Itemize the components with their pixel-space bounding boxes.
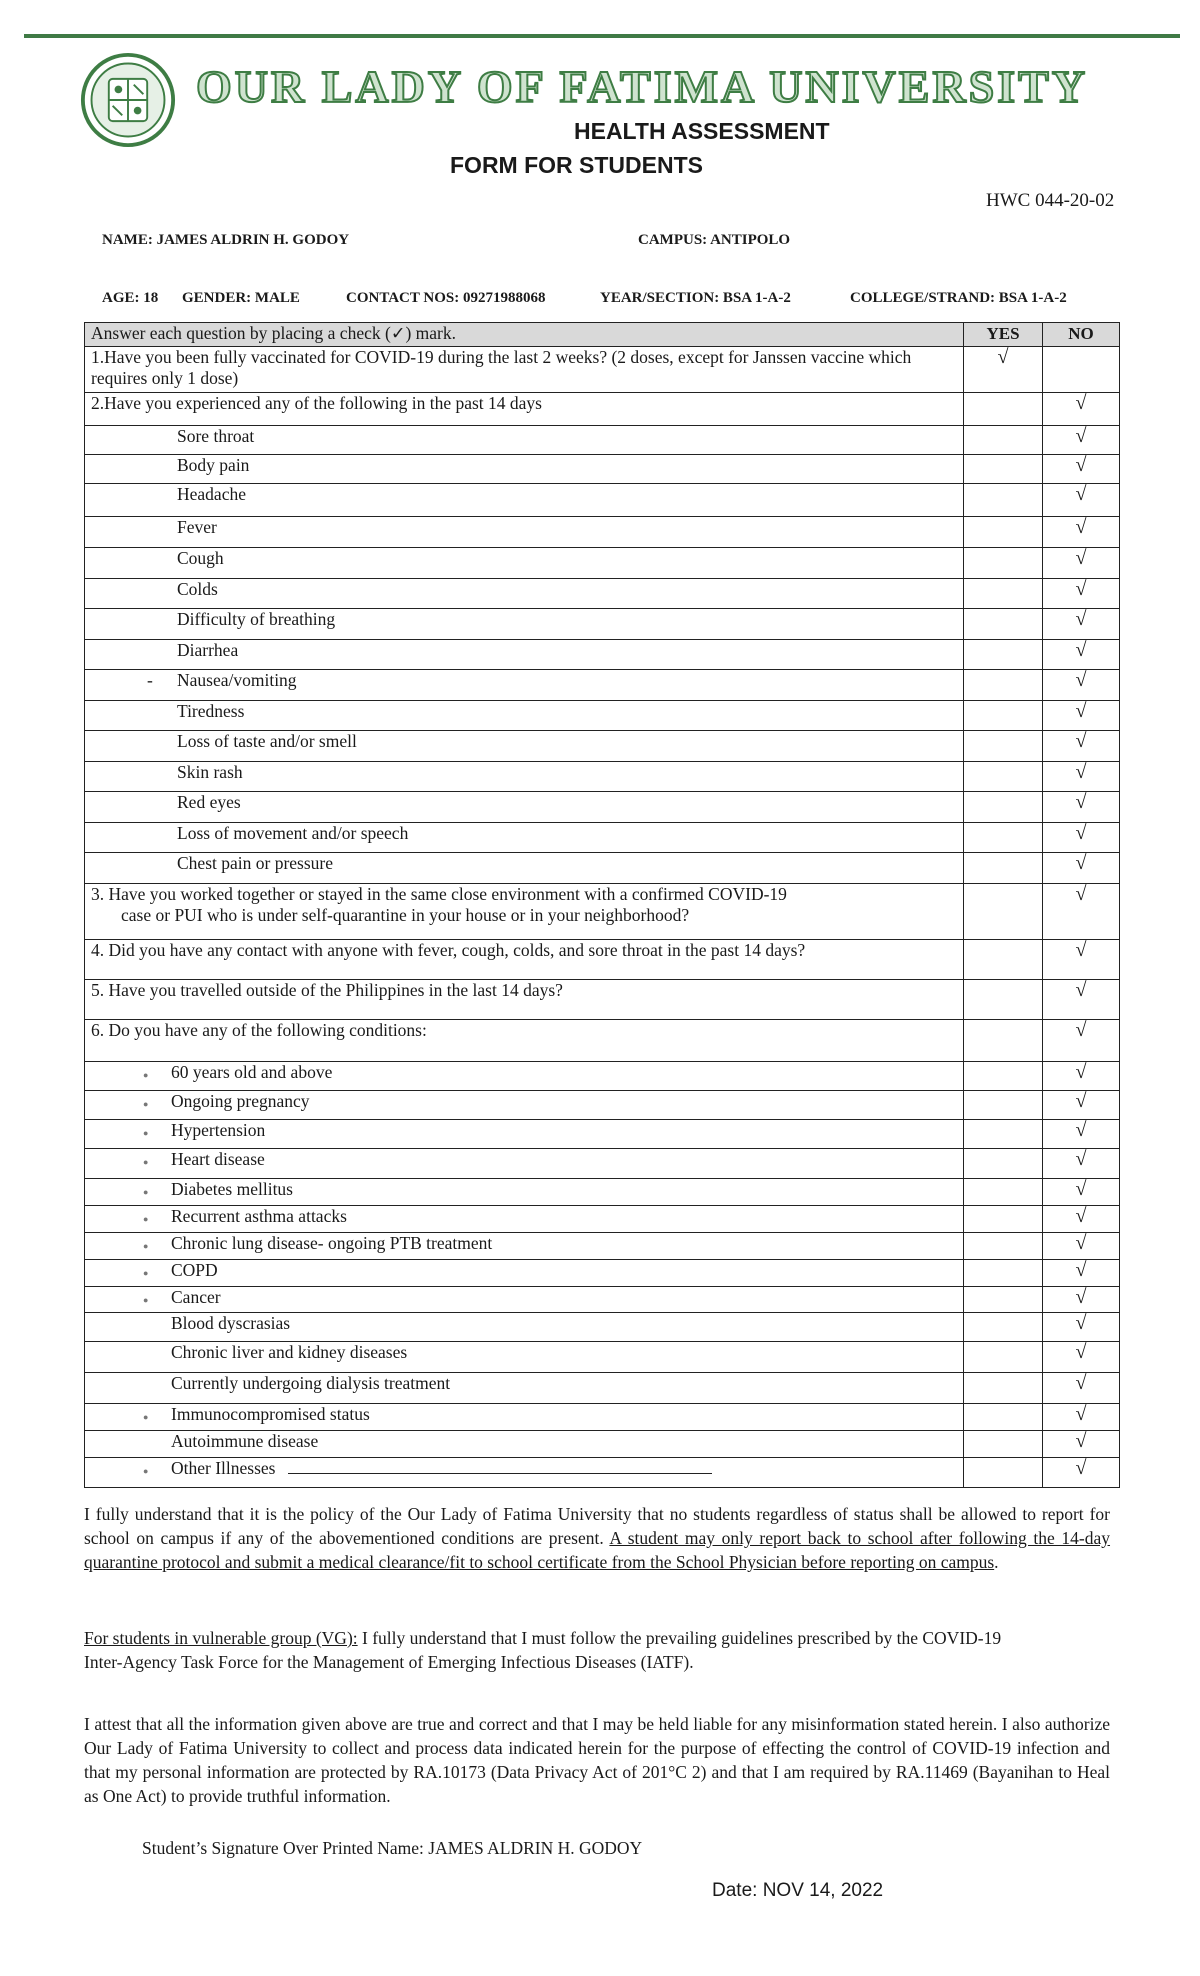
symptom-label: Chest pain or pressure <box>177 853 334 873</box>
condition-label-cell <box>85 1431 964 1458</box>
condition-no-check[interactable]: √ <box>1043 1431 1120 1458</box>
symptom-label-cell <box>85 484 964 517</box>
student-campus: CAMPUS: ANTIPOLO <box>638 232 791 248</box>
condition-yes-box[interactable] <box>964 1404 1043 1431</box>
condition-row <box>85 1458 1120 1488</box>
condition-row <box>85 1179 1120 1206</box>
condition-row <box>85 1233 1120 1260</box>
symptom-label-cell <box>85 670 964 701</box>
condition-no-check[interactable]: √ <box>1043 1206 1120 1233</box>
condition-label: Cancer <box>171 1287 221 1307</box>
symptom-label: Skin rash <box>177 762 243 782</box>
student-college-strand: COLLEGE/STRAND: BSA 1-A-2 <box>850 290 1067 306</box>
symptom-label: Tiredness <box>177 701 245 721</box>
condition-label-cell <box>85 1404 964 1431</box>
condition-label-cell <box>85 1206 964 1233</box>
condition-label: Autoimmune disease <box>171 1431 319 1451</box>
condition-no-check[interactable]: √ <box>1043 1062 1120 1091</box>
symptom-label: Colds <box>177 579 218 599</box>
question-5-yes-box[interactable] <box>964 980 1043 1020</box>
signature-date: Date: NOV 14, 2022 <box>712 1880 884 1901</box>
symptom-label-cell <box>85 762 964 792</box>
condition-label-cell <box>85 1062 964 1091</box>
condition-label-cell <box>85 1260 964 1287</box>
symptom-label-cell <box>85 640 964 670</box>
symptom-label: Sore throat <box>177 426 255 446</box>
symptom-row <box>85 762 1120 792</box>
instruction-cell: Answer each question by placing a check (✓) mark. <box>85 323 964 347</box>
university-seal-icon <box>80 52 176 148</box>
condition-label: Heart disease <box>171 1149 265 1169</box>
symptom-row <box>85 853 1120 884</box>
bullet-icon: ● <box>143 1187 149 1197</box>
condition-yes-box[interactable] <box>964 1431 1043 1458</box>
question-3-row <box>85 884 1120 940</box>
condition-yes-box[interactable] <box>964 1120 1043 1149</box>
symptom-yes-box[interactable] <box>964 823 1043 853</box>
no-column-header: NO <box>1043 323 1120 347</box>
symptom-no-check[interactable]: √ <box>1043 762 1120 792</box>
bullet-icon: ● <box>143 1157 149 1167</box>
condition-no-check[interactable]: √ <box>1043 1233 1120 1260</box>
symptom-row <box>85 579 1120 609</box>
bullet-icon: ● <box>143 1070 149 1080</box>
symptom-yes-box[interactable] <box>964 640 1043 670</box>
condition-row <box>85 1062 1120 1091</box>
symptom-label-cell <box>85 548 964 579</box>
bullet-icon: ● <box>143 1241 149 1251</box>
university-name: OUR LADY OF FATIMA UNIVERSITY <box>196 61 1089 112</box>
symptom-no-check[interactable]: √ <box>1043 609 1120 640</box>
condition-label: Diabetes mellitus <box>171 1179 293 1199</box>
symptom-label-cell <box>85 455 964 484</box>
other-illnesses-blank-line[interactable] <box>288 1459 712 1474</box>
condition-yes-box[interactable] <box>964 1233 1043 1260</box>
condition-no-check[interactable]: √ <box>1043 1287 1120 1313</box>
bullet-icon: ● <box>143 1412 149 1422</box>
condition-row <box>85 1431 1120 1458</box>
question-4-no-check[interactable]: √ <box>1043 940 1120 980</box>
condition-label-cell <box>85 1120 964 1149</box>
question-1-yes-check[interactable]: √ <box>964 347 1043 393</box>
question-1-no-box[interactable] <box>1043 347 1120 393</box>
symptom-no-check[interactable]: √ <box>1043 548 1120 579</box>
symptom-label: Difficulty of breathing <box>177 609 336 629</box>
symptom-row <box>85 640 1120 670</box>
question-1-row <box>85 347 1120 393</box>
condition-yes-box[interactable] <box>964 1149 1043 1179</box>
student-contact: CONTACT NOS: 09271988068 <box>346 290 546 306</box>
condition-label: Immunocompromised status <box>171 1404 370 1424</box>
symptom-label-cell <box>85 579 964 609</box>
condition-row <box>85 1373 1120 1404</box>
symptom-no-check[interactable]: √ <box>1043 823 1120 853</box>
symptom-label-cell <box>85 609 964 640</box>
health-questionnaire-table <box>84 322 1120 1488</box>
condition-no-check[interactable]: √ <box>1043 1091 1120 1120</box>
condition-label-cell <box>85 1179 964 1206</box>
condition-row <box>85 1287 1120 1313</box>
symptom-label: Red eyes <box>177 792 241 812</box>
symptom-label: Nausea/vomiting <box>177 670 297 690</box>
question-6-no-check[interactable]: √ <box>1043 1020 1120 1062</box>
symptom-label: Headache <box>177 484 246 504</box>
question-3-line2: case or PUI who is under self-quarantine in your house or in your neighborhood? <box>121 905 690 925</box>
condition-no-check[interactable]: √ <box>1043 1342 1120 1373</box>
symptom-label-cell <box>85 517 964 548</box>
question-6-row <box>85 1020 1120 1062</box>
condition-no-check[interactable]: √ <box>1043 1179 1120 1206</box>
condition-label: Chronic lung disease- ongoing PTB treatment <box>171 1233 493 1253</box>
question-5-row <box>85 980 1120 1020</box>
condition-row <box>85 1149 1120 1179</box>
symptom-label: Diarrhea <box>177 640 239 660</box>
symptom-label: Loss of movement and/or speech <box>177 823 409 843</box>
symptom-no-check[interactable]: √ <box>1043 853 1120 884</box>
policy-1-end: . <box>994 1552 999 1572</box>
symptom-yes-box[interactable] <box>964 579 1043 609</box>
condition-yes-box[interactable] <box>964 1287 1043 1313</box>
condition-label: Hypertension <box>171 1120 266 1140</box>
symptom-label-cell <box>85 701 964 731</box>
policy-2-plain: I fully understand that I must follow the prevailing guidelines prescribed by the COVID-19 <box>357 1628 1002 1648</box>
policy-paragraph-1 <box>84 1502 1110 1574</box>
question-5-no-check[interactable]: √ <box>1043 980 1120 1020</box>
condition-label-cell <box>85 1373 964 1404</box>
symptom-yes-box[interactable] <box>964 484 1043 517</box>
symptom-label: Fever <box>177 517 217 537</box>
question-3-line1: 3. Have you worked together or stayed in the same close environment with a confirmed COVID-19 <box>91 884 787 904</box>
policy-2-line2: Inter-Agency Task Force for the Management of Emerging Infectious Diseases (IATF). <box>84 1652 694 1672</box>
condition-yes-box[interactable] <box>964 1091 1043 1120</box>
condition-row <box>85 1260 1120 1287</box>
symptom-dash: - <box>147 670 153 690</box>
condition-row <box>85 1206 1120 1233</box>
symptom-yes-box[interactable] <box>964 701 1043 731</box>
symptom-label-cell <box>85 426 964 455</box>
symptom-no-check[interactable]: √ <box>1043 640 1120 670</box>
question-4-row <box>85 940 1120 980</box>
question-2-text: 2.Have you experienced any of the following in the past 14 days <box>85 393 964 426</box>
symptom-row <box>85 792 1120 823</box>
symptom-rows <box>85 426 1120 884</box>
policy-2-underlined: For students in vulnerable group (VG): <box>84 1628 358 1648</box>
condition-label-cell <box>85 1233 964 1260</box>
condition-label-cell <box>85 1313 964 1342</box>
symptom-row <box>85 609 1120 640</box>
policy-paragraph-2 <box>84 1626 1110 1674</box>
condition-row <box>85 1313 1120 1342</box>
condition-label-cell <box>85 1149 964 1179</box>
symptom-no-check[interactable]: √ <box>1043 455 1120 484</box>
question-4-text: 4. Did you have any contact with anyone with fever, cough, colds, and sore throat in the past 14 days? <box>85 940 964 980</box>
question-4-yes-box[interactable] <box>964 940 1043 980</box>
symptom-row <box>85 670 1120 701</box>
condition-no-check[interactable]: √ <box>1043 1313 1120 1342</box>
symptom-no-check[interactable]: √ <box>1043 792 1120 823</box>
condition-label-cell <box>85 1342 964 1373</box>
condition-yes-box[interactable] <box>964 1458 1043 1488</box>
form-code: HWC 044-20-02 <box>986 190 1115 211</box>
condition-no-check[interactable]: √ <box>1043 1120 1120 1149</box>
symptom-label: Loss of taste and/or smell <box>177 731 357 751</box>
bullet-icon: ● <box>143 1466 149 1476</box>
table-header-row <box>85 323 1120 347</box>
symptom-label: Body pain <box>177 455 250 475</box>
symptom-yes-box[interactable] <box>964 517 1043 548</box>
condition-row <box>85 1091 1120 1120</box>
question-2-yes-box[interactable] <box>964 393 1043 426</box>
symptom-yes-box[interactable] <box>964 853 1043 884</box>
condition-label: Currently undergoing dialysis treatment <box>171 1373 451 1393</box>
symptom-label: Cough <box>177 548 224 568</box>
condition-no-check[interactable]: √ <box>1043 1373 1120 1404</box>
bullet-icon: ● <box>143 1128 149 1138</box>
symptom-yes-box[interactable] <box>964 762 1043 792</box>
condition-label: Recurrent asthma attacks <box>171 1206 347 1226</box>
condition-label-cell <box>85 1458 964 1488</box>
question-6-text: 6. Do you have any of the following conditions: <box>85 1020 964 1062</box>
condition-yes-box[interactable] <box>964 1260 1043 1287</box>
condition-label: Ongoing pregnancy <box>171 1091 310 1111</box>
condition-label-cell <box>85 1091 964 1120</box>
student-name: NAME: JAMES ALDRIN H. GODOY <box>102 232 350 248</box>
condition-yes-box[interactable] <box>964 1062 1043 1091</box>
question-3-text <box>85 884 964 940</box>
policy-1-plain: I fully understand that it is the policy of the Our Lady of Fatima University that no students regardless of status shall be allowed to report for school on campus if any of the abovementioned conditions are present. <box>84 1504 1110 1548</box>
symptom-no-check[interactable]: √ <box>1043 517 1120 548</box>
symptom-label-cell <box>85 731 964 762</box>
symptom-no-check[interactable]: √ <box>1043 731 1120 762</box>
condition-no-check[interactable]: √ <box>1043 1149 1120 1179</box>
condition-row <box>85 1342 1120 1373</box>
symptom-label-cell <box>85 792 964 823</box>
form-title-line1: HEALTH ASSESSMENT <box>574 118 830 144</box>
symptom-row <box>85 517 1120 548</box>
condition-rows <box>85 1062 1120 1488</box>
symptom-no-check[interactable]: √ <box>1043 579 1120 609</box>
symptom-no-check[interactable]: √ <box>1043 426 1120 455</box>
signature-line: Student’s Signature Over Printed Name: JAMES ALDRIN H. GODOY <box>142 1838 643 1858</box>
student-gender: GENDER: MALE <box>182 290 300 306</box>
condition-label: 60 years old and above <box>171 1062 333 1082</box>
symptom-yes-box[interactable] <box>964 792 1043 823</box>
symptom-yes-box[interactable] <box>964 426 1043 455</box>
symptom-no-check[interactable]: √ <box>1043 484 1120 517</box>
symptom-yes-box[interactable] <box>964 455 1043 484</box>
attestation-paragraph: I attest that all the information given above are true and correct and that I may be held liable for any misinformation stated herein. I also authorize Our Lady of Fatima University to collect and process data indicated herein for the purpose of effecting the control of COVID-19 infection and that my personal information are protected by RA.10173 (Data Privacy Act of 201°C 2) and that I am required by RA.11469 (Bayanihan to Heal as One Act) to provide truthful information. <box>84 1714 1110 1806</box>
policy-1-underlined: A student may only report back to school after following the 14-day quarantine protocol and submit a medical clearance/fit to school certificate from the School Physician before reporting on campus <box>84 1528 1111 1572</box>
symptom-row <box>85 548 1120 579</box>
student-age: AGE: 18 <box>102 290 159 306</box>
student-year-section: YEAR/SECTION: BSA 1-A-2 <box>600 290 791 306</box>
condition-no-check[interactable]: √ <box>1043 1404 1120 1431</box>
bullet-icon: ● <box>143 1099 149 1109</box>
question-3-yes-box[interactable] <box>964 884 1043 940</box>
condition-yes-box[interactable] <box>964 1313 1043 1342</box>
symptom-row <box>85 823 1120 853</box>
yes-column-header: YES <box>964 323 1043 347</box>
symptom-label-cell <box>85 823 964 853</box>
bullet-icon: ● <box>143 1268 149 1278</box>
symptom-yes-box[interactable] <box>964 670 1043 701</box>
question-2-no-check[interactable]: √ <box>1043 393 1120 426</box>
symptom-row <box>85 455 1120 484</box>
condition-row <box>85 1404 1120 1431</box>
condition-no-check[interactable]: √ <box>1043 1458 1120 1488</box>
condition-yes-box[interactable] <box>964 1373 1043 1404</box>
banner-top-line <box>24 34 1180 38</box>
question-5-text: 5. Have you travelled outside of the Philippines in the last 14 days? <box>85 980 964 1020</box>
symptom-yes-box[interactable] <box>964 731 1043 762</box>
condition-label: COPD <box>171 1260 218 1280</box>
symptom-label-cell <box>85 853 964 884</box>
question-3-no-check[interactable]: √ <box>1043 884 1120 940</box>
symptom-row <box>85 701 1120 731</box>
question-6-yes-box[interactable] <box>964 1020 1043 1062</box>
symptom-yes-box[interactable] <box>964 609 1043 640</box>
symptom-row <box>85 731 1120 762</box>
condition-yes-box[interactable] <box>964 1179 1043 1206</box>
condition-yes-box[interactable] <box>964 1206 1043 1233</box>
bullet-icon: ● <box>143 1295 149 1305</box>
condition-label: Blood dyscrasias <box>171 1313 291 1333</box>
symptom-row <box>85 426 1120 455</box>
question-2-row <box>85 393 1120 426</box>
symptom-row <box>85 484 1120 517</box>
symptom-yes-box[interactable] <box>964 548 1043 579</box>
symptom-no-check[interactable]: √ <box>1043 670 1120 701</box>
bullet-icon: ● <box>143 1214 149 1224</box>
condition-yes-box[interactable] <box>964 1342 1043 1373</box>
condition-label-cell <box>85 1287 964 1313</box>
condition-no-check[interactable]: √ <box>1043 1260 1120 1287</box>
condition-label: Chronic liver and kidney diseases <box>171 1342 408 1362</box>
condition-label: Other Illnesses <box>171 1458 276 1478</box>
form-title-line2: FORM FOR STUDENTS <box>450 152 703 178</box>
question-1-text: 1.Have you been fully vaccinated for COVID-19 during the last 2 weeks? (2 doses, except for Janssen vaccine which requires only 1 dose) <box>85 347 964 393</box>
symptom-no-check[interactable]: √ <box>1043 701 1120 731</box>
condition-row <box>85 1120 1120 1149</box>
